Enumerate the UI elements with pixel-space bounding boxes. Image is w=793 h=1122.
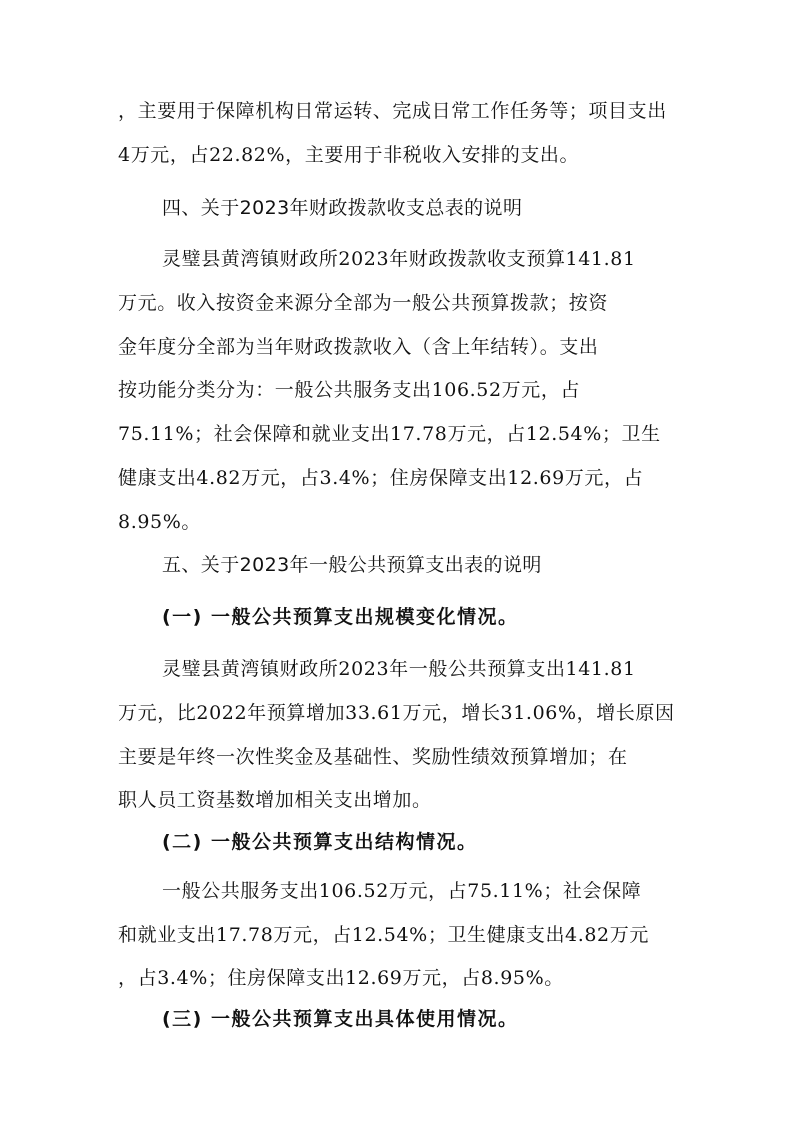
subsection-heading: (一) 一般公共预算支出规模变化情况。 [162,606,519,628]
paragraph-line: 和就业支出17.78万元，占12.54%；卫生健康支出4.82万元 [118,924,649,946]
paragraph-line: 按功能分类分为：一般公共服务支出106.52万元，占 [118,379,581,401]
paragraph-line: 万元，比2022年预算增加33.61万元，增长31.06%，增长原因 [118,702,675,724]
section-heading: 四、关于2023年财政拨款收支总表的说明 [162,197,523,219]
paragraph-line: 灵璧县黄湾镇财政所2023年财政拨款收支预算141.81 [162,248,636,270]
paragraph-line: 4万元，占22.82%，主要用于非税收入安排的支出。 [118,144,580,166]
paragraph-line: 8.95%。 [118,511,201,533]
section-heading: 五、关于2023年一般公共预算支出表的说明 [162,554,542,576]
subsection-heading: (二) 一般公共预算支出结构情况。 [162,831,478,853]
paragraph-line: 万元。收入按资金来源分全部为一般公共预算拨款；按资 [118,292,609,314]
subsection-heading: (三) 一般公共预算支出具体使用情况。 [162,1008,519,1030]
paragraph-line: ，占3.4%；住房保障支出12.69万元，占8.95%。 [118,967,564,989]
paragraph-line: 职人员工资基数增加相关支出增加。 [118,789,432,811]
paragraph-line: 75.11%；社会保障和就业支出17.78万元，占12.54%；卫生 [118,423,661,445]
paragraph-line: 一般公共服务支出106.52万元，占75.11%；社会保障 [162,880,642,902]
paragraph-line: 金年度分全部为当年财政拨款收入（含上年结转）。支出 [118,336,599,358]
paragraph-line: ，主要用于保障机构日常运转、完成日常工作任务等；项目支出 [118,100,667,122]
paragraph-line: 健康支出4.82万元，占3.4%；住房保障支出12.69万元，占 [118,467,644,489]
paragraph-line: 灵璧县黄湾镇财政所2023年一般公共预算支出141.81 [162,658,636,680]
paragraph-line: 主要是年终一次性奖金及基础性、奖励性绩效预算增加；在 [118,746,628,768]
